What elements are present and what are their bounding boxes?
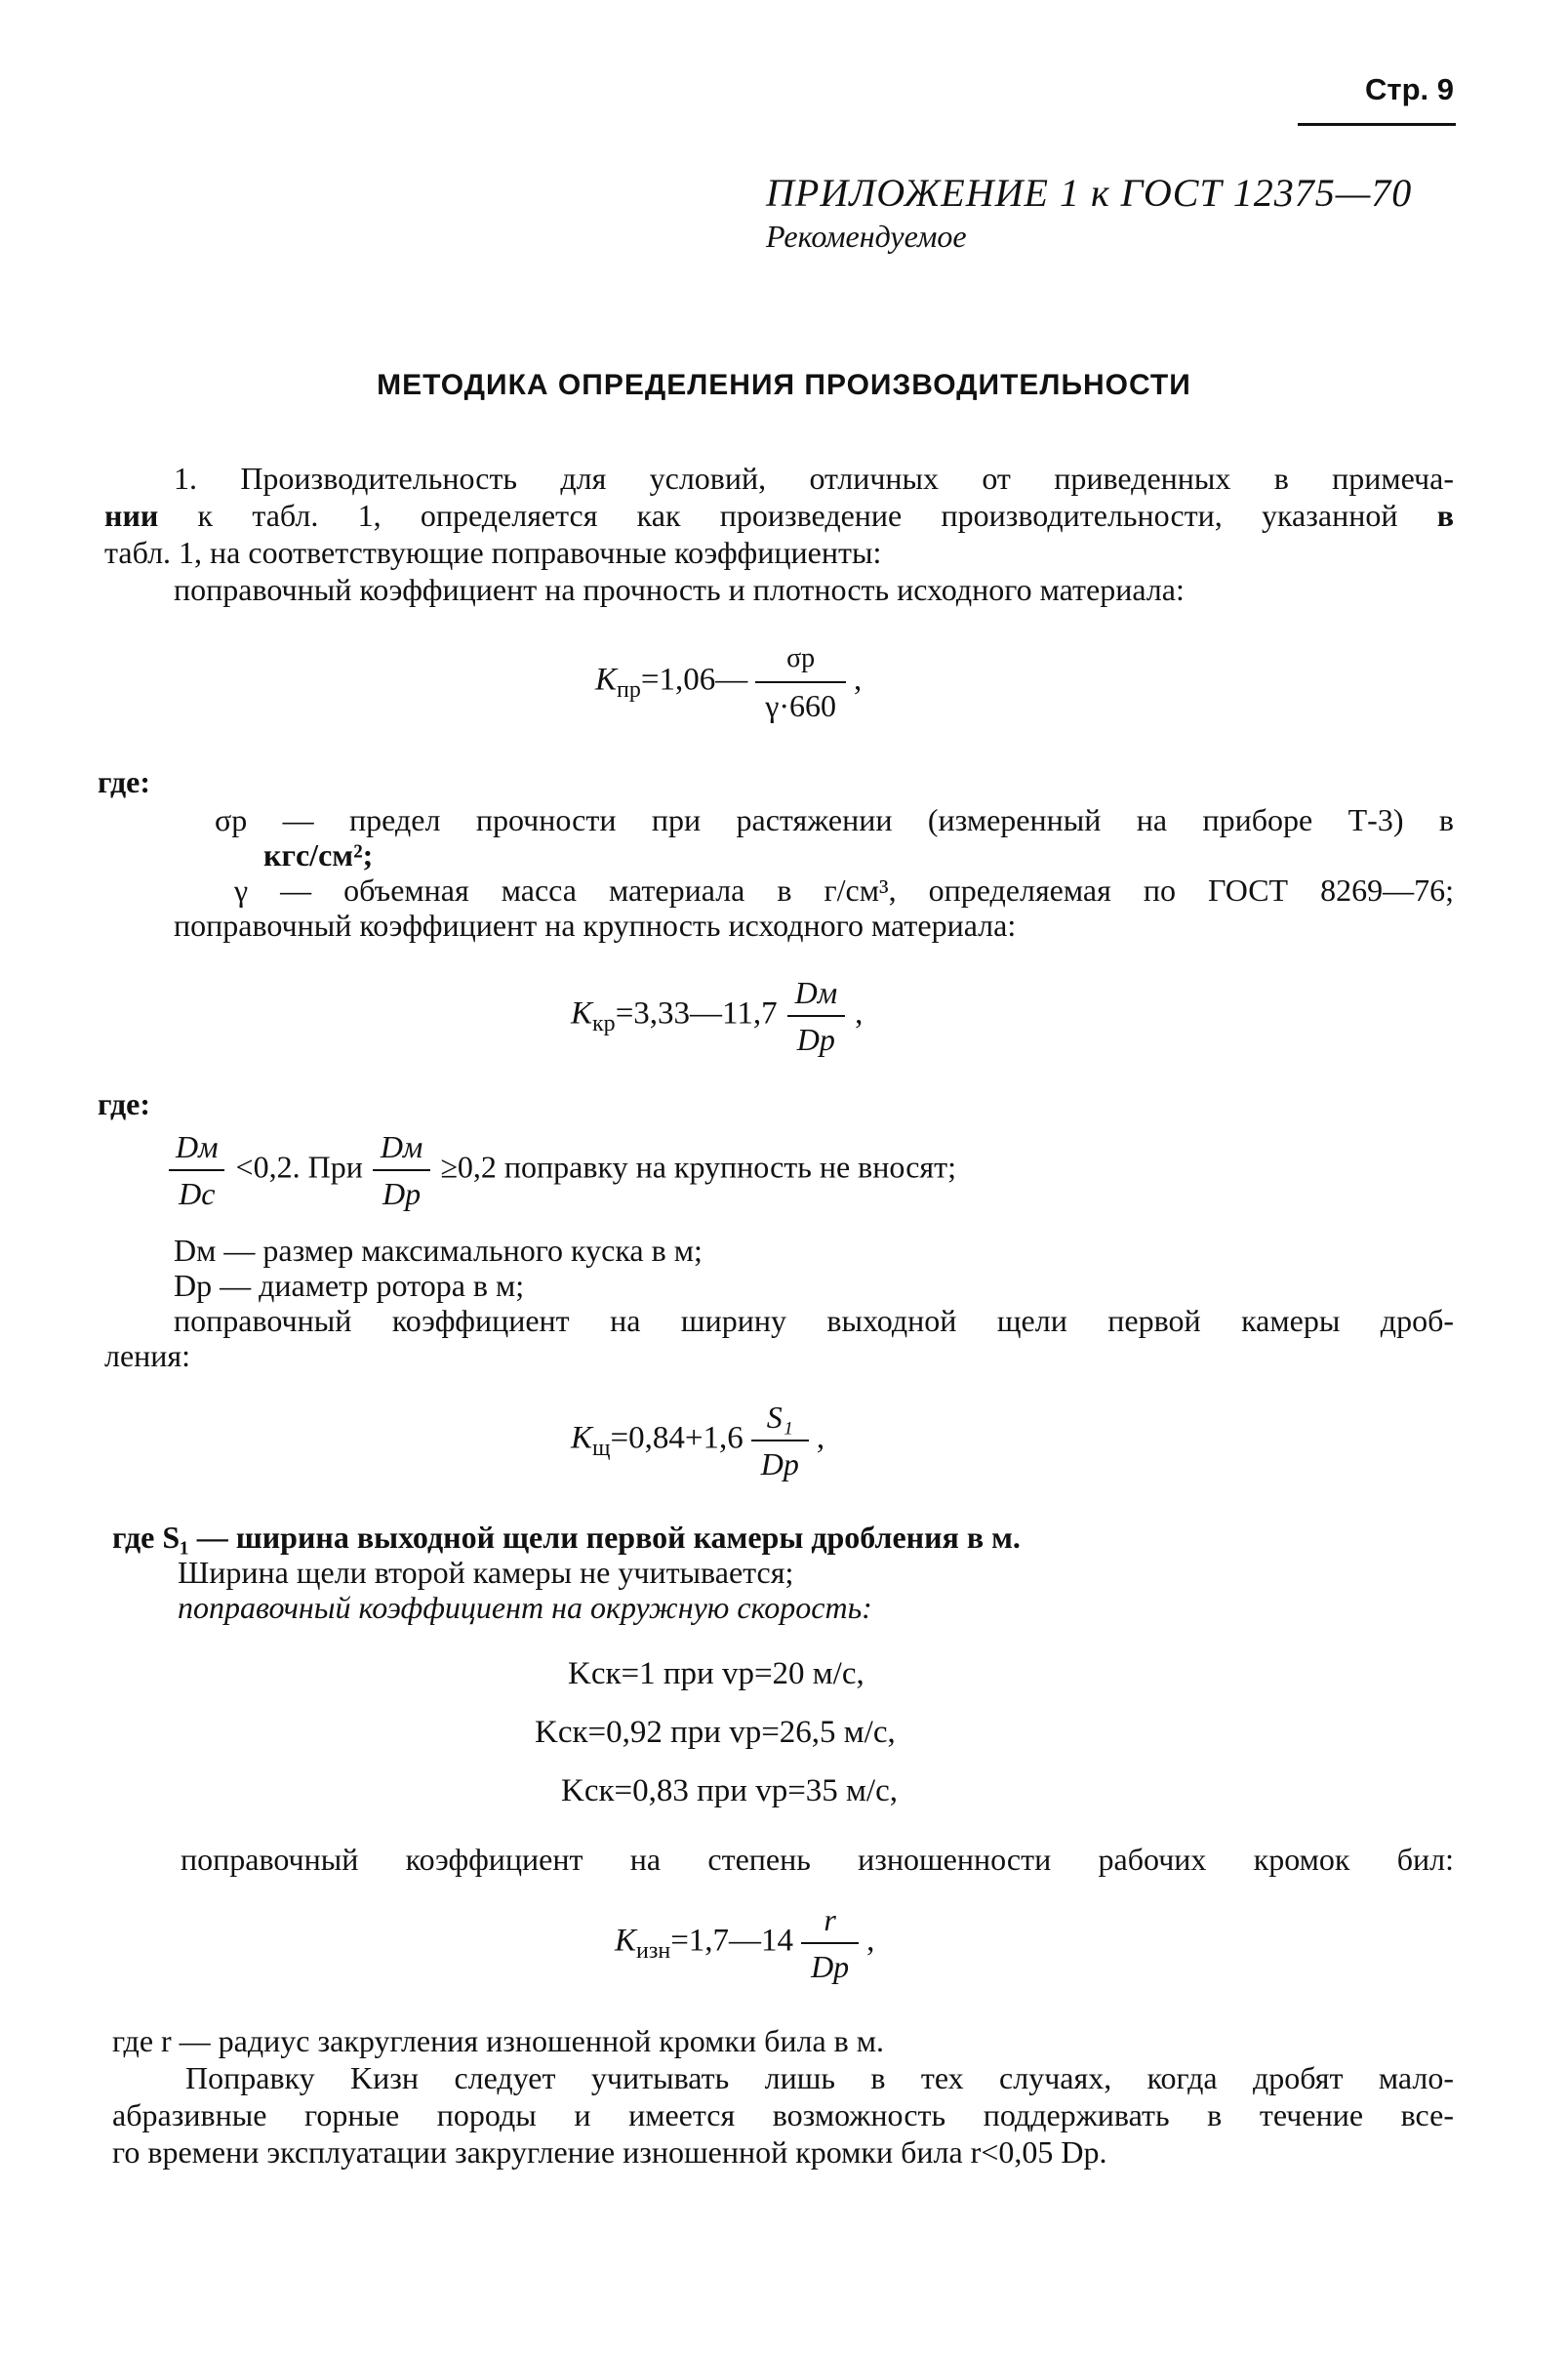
formula-kkr-denominator: Dр — [787, 1015, 845, 1056]
condition-numerator-1: Dм — [176, 1129, 219, 1164]
para1-line2-bold-start: нии — [104, 498, 159, 533]
final-line3: абразивные горные породы и имеется возможность поддерживать в течение все- — [112, 2097, 1454, 2132]
formula-kizn-numerator: r — [824, 1902, 836, 1937]
def2-line2: Dр — диаметр ротора в м; — [174, 1268, 525, 1303]
formula-kizn-rhs: =1,7—14 — [670, 1923, 794, 1959]
formula-kpr-denominator: γ·660 — [755, 681, 846, 722]
def1-line4: поправочный коэффициент на крупность исходного материала: — [174, 908, 1017, 943]
formula-ksch — [571, 1400, 824, 1481]
para1-line1: 1. Производительность для условий, отличных от приведенных в примеча- — [174, 461, 1454, 496]
def1-line1: σр — предел прочности при растяжении (измеренный на приборе Т-3) в — [215, 802, 1454, 837]
formula-ksch-fraction — [751, 1400, 809, 1481]
formula-ksch-numerator: S₁ — [766, 1400, 793, 1435]
speed-row-1: Kск=1 при vр=20 м/с, — [568, 1656, 864, 1691]
formula-kizn-fraction — [801, 1903, 859, 1983]
condition-tail: ≥0,2 поправку на крупность не вносят; — [440, 1149, 956, 1185]
formula-kkr-fraction — [785, 976, 848, 1056]
formula-ksch-tail: , — [816, 1420, 825, 1456]
def1-line2: кгс/см²; — [263, 837, 374, 873]
formula-kkr-numerator: Dм — [794, 975, 838, 1010]
where-label-1: где: — [98, 764, 150, 799]
formula-kpr-rhs: =1,06— — [640, 662, 748, 698]
formula-kpr-fraction — [755, 642, 846, 722]
formula-ksch-subscript: щ — [592, 1436, 611, 1462]
condition-numerator-2: Dм — [380, 1129, 423, 1164]
formula-kkr-rhs: =3,33—11,7 — [615, 995, 778, 1032]
page-number: Стр. 9 — [1365, 72, 1454, 106]
final-line2: Поправку Kизн следует учитывать лишь в тех случаях, когда дробят мало- — [185, 2060, 1454, 2095]
condition-middle: <0,2. При — [235, 1149, 363, 1185]
condition-fraction-1 — [166, 1130, 228, 1210]
formula-kizn-symbol: K — [615, 1923, 637, 1959]
condition-denominator-2: Dр — [373, 1169, 430, 1210]
def3-line3: поправочный коэффициент на окружную скорость: — [178, 1590, 872, 1625]
formula-kpr-numerator: σр — [786, 643, 816, 673]
condition-line — [166, 1130, 956, 1210]
def3-line2: Ширина щели второй камеры не учитывается; — [178, 1555, 794, 1590]
wear-coefficient-line: поправочный коэффициент на степень изношенности рабочих кромок бил: — [181, 1842, 1454, 1877]
formula-ksch-symbol: K — [571, 1420, 593, 1456]
def2-line3: поправочный коэффициент на ширину выходной щели первой камеры дроб- — [174, 1303, 1454, 1338]
condition-fraction-2 — [371, 1130, 433, 1210]
formula-kizn-tail: , — [866, 1923, 875, 1959]
para1-line3: табл. 1, на соответствующие поправочные коэффициенты: — [104, 535, 882, 570]
formula-kizn-subscript: изн — [636, 1938, 671, 1965]
formula-ksch-denominator: Dр — [751, 1440, 809, 1481]
speed-row-2: Kск=0,92 при vр=26,5 м/с, — [535, 1715, 896, 1750]
para1-line2-bold-end: в — [1436, 498, 1454, 533]
annex-title: ПРИЛОЖЕНИЕ 1 к ГОСТ 12375—70 — [766, 171, 1413, 215]
formula-kkr — [571, 976, 863, 1056]
formula-kkr-subscript: кр — [592, 1011, 616, 1037]
formula-kkr-tail: , — [855, 995, 864, 1032]
formula-kizn-denominator: Dр — [801, 1942, 859, 1983]
condition-denominator-1: Dс — [169, 1169, 224, 1210]
final-line4: го времени эксплуатации закругление изношенной кромки била r<0,05 Dр. — [112, 2134, 1107, 2170]
annex-subtitle: Рекомендуемое — [766, 219, 967, 254]
formula-kpr-symbol: K — [595, 662, 618, 698]
formula-ksch-rhs: =0,84+1,6 — [610, 1420, 744, 1456]
def2-line1: Dм — размер максимального куска в м; — [174, 1233, 703, 1268]
formula-kkr-symbol: K — [571, 995, 593, 1032]
para1-line2-text: к табл. 1, определяется как произведение производительности, указанной — [158, 498, 1437, 533]
formula-kizn — [615, 1903, 874, 1983]
where-label-2: где: — [98, 1086, 150, 1121]
formula-kpr — [595, 642, 862, 722]
speed-row-3: Kск=0,83 при vр=35 м/с, — [561, 1773, 899, 1808]
page-number-rule — [1298, 123, 1456, 126]
final-line1: где r — радиус закругления изношенной кромки била в м. — [112, 2023, 884, 2058]
section-heading: МЕТОДИКА ОПРЕДЕЛЕНИЯ ПРОИЗВОДИТЕЛЬНОСТИ — [377, 369, 1191, 401]
formula-kpr-tail: , — [854, 662, 863, 698]
def1-line3: γ — объемная масса материала в г/см³, определяемая по ГОСТ 8269—76; — [234, 873, 1454, 908]
def3-line1: где S₁ — ширина выходной щели первой камеры дробления в м. — [112, 1520, 1021, 1555]
formula-kpr-subscript: пр — [617, 677, 641, 704]
def2-line4: ления: — [104, 1338, 191, 1373]
para1-line4: поправочный коэффициент на прочность и плотность исходного материала: — [174, 572, 1185, 607]
para1-line2 — [104, 497, 1454, 534]
